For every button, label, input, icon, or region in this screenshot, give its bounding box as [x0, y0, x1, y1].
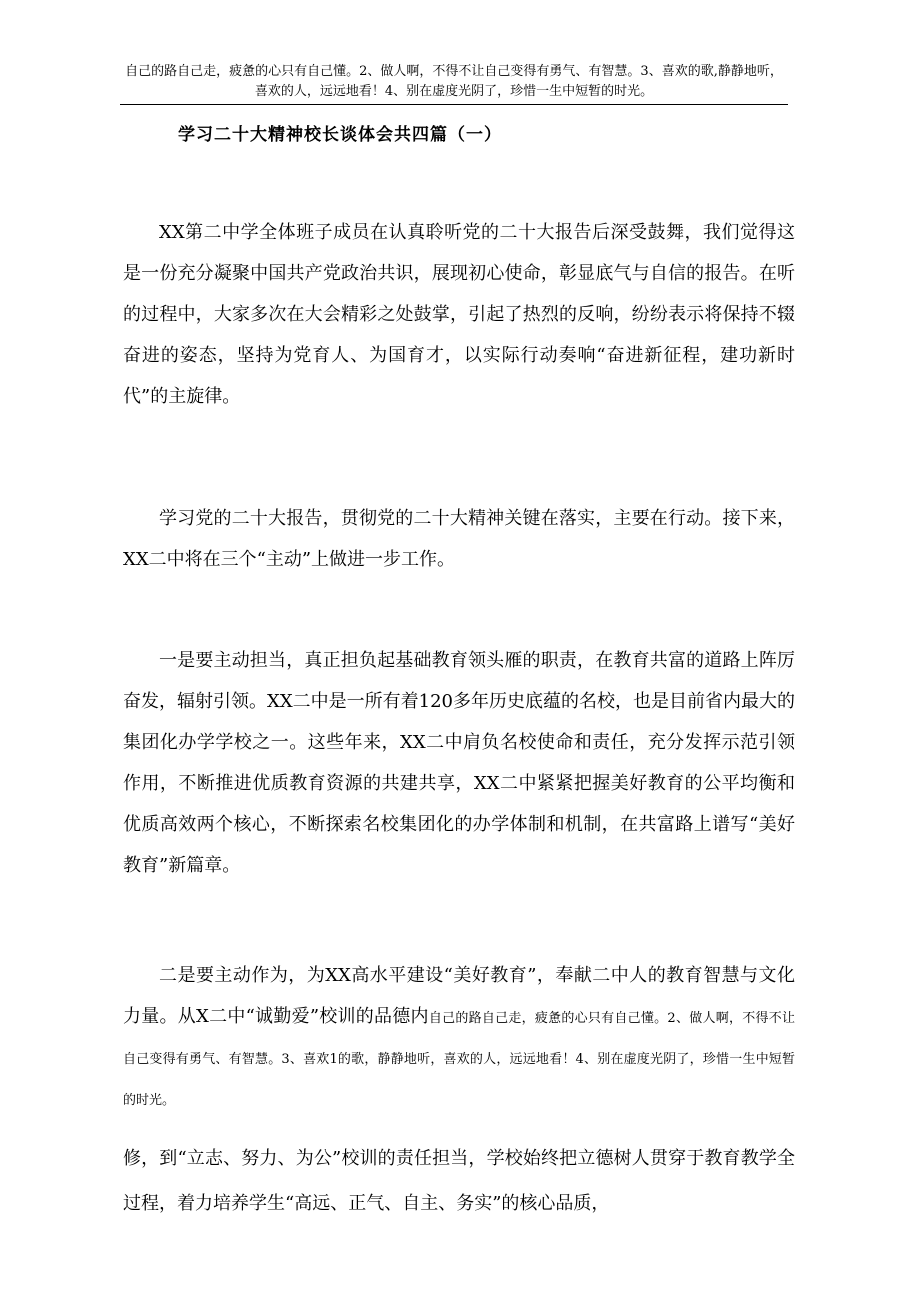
page-header: 自己的路自己走，疲惫的心只有自己懂。2、做人啊，不得不让自己变得有勇气、有智慧。3、喜欢的歌,静静地听，喜欢的人，远远地看！4、别在虚度光阴了，珍惜一生中短暂的时光。	[120, 62, 788, 105]
paragraph-2: 学习党的二十大报告，贯彻党的二十大精神关键在落实，主要在行动。接下来，XX二中将在三个“主动”上做进一步工作。	[123, 508, 795, 570]
paragraph-4-continued: 修，到“立志、努力、为公”校训的责任担当，学校始终把立德树人贯穿于教育教学全过程，着力培养学生“高远、正气、自主、务实”的核心品质，	[123, 1148, 795, 1214]
paragraph-1: XX第二中学全体班子成员在认真聆听党的二十大报告后深受鼓舞，我们觉得这是一份充分凝聚中国共产党政治共识，展现初心使命，彰显底气与自信的报告。在听的过程中，大家多次在大会精彩之处鼓掌，引起了热烈的反响，纷纷表示将保持不辍奋进的姿态，坚持为党育人、为国育才，以实际行动奏响“奋进新征程，建功新时代”的主旋律。	[123, 222, 795, 407]
paragraph-3: 一是要主动担当，真正担负起基础教育领头雁的职责，在教育共富的道路上阵厉奋发，辐射引领。XX二中是一所有着120多年历史底蕴的名校，也是目前省内最大的集团化办学学校之一。这些年来，XX二中肩负名校使命和责任，充分发挥示范引领作用，不断推进优质教育资源的共建共享，XX二中紧紧把握美好教育的公平均衡和优质高效两个核心，不断探索名校集团化的办学体制和机制，在共富路上谱写“美好教育”新篇章。	[123, 650, 795, 876]
paragraph-4	[123, 955, 795, 1119]
paragraph-4-start: 二是要主动作为，为XX高水平建设“美好教育”，奉献二中人的教育智慧与文化力量。从X二中“诚勤爱”校训的品德内	[123, 965, 795, 1027]
inline-note: 自己的路自己走，疲惫的心只有自己懂。2、做人啊，不得不让自己变得有勇气、有智慧。3、喜欢1的歌，静静地听，喜欢的人，远远地看！4、别在虚度光阴了，珍惜一生中短暂的时光。	[123, 1011, 795, 1108]
document-title: 学习二十大精神校长谈体会共四篇（一）	[178, 125, 502, 145]
